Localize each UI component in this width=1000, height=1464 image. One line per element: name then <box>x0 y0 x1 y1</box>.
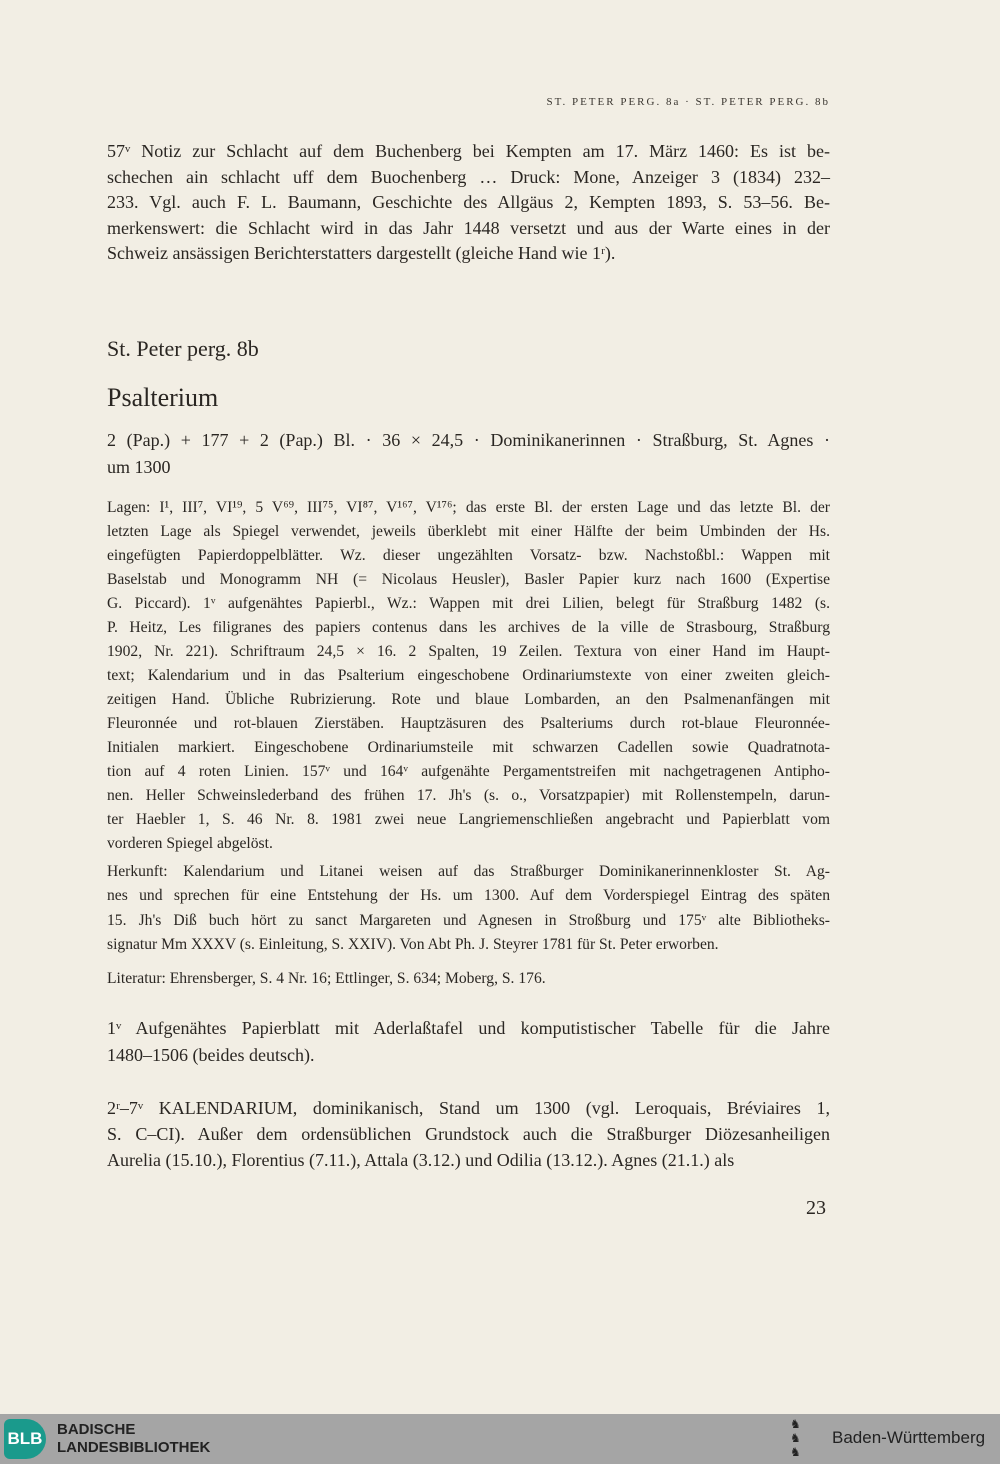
text-line: ter Haebler 1, S. 46 Nr. 8. 1981 zwei neue Langriemenschließen angebracht und Papierblatt vom <box>107 811 830 828</box>
literature-line: Literatur: Ehrensberger, S. 4 Nr. 16; Ettlinger, S. 634; Moberg, S. 176. <box>107 970 546 987</box>
text-line: Fleuronnée und rot-blauen Zierstäben. Hauptzäsuren des Psalteriums durch rot-blaue Fleuronnée- <box>107 715 830 732</box>
footer-bar <box>0 1414 1000 1464</box>
page-number: 23 <box>806 1197 826 1219</box>
text-line: text; Kalendarium und in das Psalterium eingeschobene Ordinariumstexte von einer zweiten gleich- <box>107 667 830 684</box>
bw-label[interactable]: Baden-Württemberg <box>832 1428 986 1447</box>
text-line: eingefügten Papierdoppelblätter. Wz. dieser ungezählten Vorsatz- bzw. Nachstoßbl.: Wappen mit <box>107 547 830 564</box>
text-line: um 1300 <box>107 457 171 477</box>
text-line: Baselstab und Monogramm NH (= Nicolaus Heusler), Basler Papier kurz nach 1600 (Expertise <box>107 571 830 588</box>
text-line: nen. Heller Schweinslederband des frühen 17. Jh's (s. o., Vorsatzpapier) mit Rollenstempeln, darun- <box>107 787 830 804</box>
text-line: 57ᵛ Notiz zur Schlacht auf dem Buchenberg bei Kempten am 17. März 1460: Es ist be- <box>107 141 830 161</box>
text-line: P. Heitz, Les filigranes des papiers contenus dans les archives de la ville de Strasbourg, Straßburg <box>107 619 830 636</box>
blb-name-line2: LANDESBIBLIOTHEK <box>57 1439 211 1456</box>
text-line: S. C–CI). Außer dem ordensüblichen Grundstock auch die Straßburger Diözesanheiligen <box>107 1124 830 1144</box>
text-line: G. Piccard). 1ᵛ aufgenähtes Papierbl., Wz.: Wappen mit drei Lilien, belegt für Straßburg 1482 (s. <box>107 595 830 612</box>
text-line: vorderen Spiegel abgelöst. <box>107 835 273 852</box>
text-line: 1902, Nr. 221). Schriftraum 24,5 × 16. 2 Spalten, 19 Zeilen. Textura von einer Hand im Haupt- <box>107 643 830 660</box>
text-line: schechen ain schlacht uff dem Buochenberg … Druck: Mone, Anzeiger 3 (1834) 232– <box>107 166 830 187</box>
text-line: 233. Vgl. auch F. L. Baumann, Geschichte des Allgäus 2, Kempten 1893, S. 53–56. Be- <box>107 192 830 212</box>
manuscript-title: Psalterium <box>107 383 219 412</box>
text-line: signatur Mm XXXV (s. Einleitung, S. XXIV). Von Abt Ph. J. Steyrer 1781 für St. Peter erworben. <box>107 935 719 953</box>
text-line: Herkunft: Kalendarium und Litanei weisen auf das Straßburger Dominikanerinnenkloster St. Ag- <box>107 863 830 880</box>
text-line: merkenswert: die Schlacht wird in das Jahr 1448 versetzt und aus der Warte eines in der <box>107 217 830 238</box>
text-line: letzten Lage als Spiegel verwendet, jeweils überklebt mit einer Hälfte der beim Umbinden der Hs. <box>107 523 830 540</box>
blb-logo-icon[interactable]: BLB <box>4 1419 46 1459</box>
text-line: zeitigen Hand. Übliche Rubrizierung. Rote und blaue Lombarden, an den Psalmenanfängen mit <box>107 691 830 708</box>
text-line: Lagen: I¹, III⁷, VI¹⁹, 5 V⁶⁹, III⁷⁵, VI⁸⁷, V¹⁶⁷, V¹⁷⁶; das erste Bl. der ersten Lage und das letzte Bl. der <box>107 499 830 516</box>
shelfmark-heading: St. Peter perg. 8b <box>107 336 259 361</box>
text-line: 2 (Pap.) + 177 + 2 (Pap.) Bl. · 36 × 24,5 · Dominikanerinnen · Straßburg, St. Agnes · <box>107 430 830 450</box>
text-line: Initialen markiert. Eingeschobene Ordinariumsteile mit schwarzen Cadellen sowie Quadratnota- <box>107 739 830 756</box>
text-line: Schweiz ansässigen Berichterstatters dargestellt (gleiche Hand wie 1ʳ). <box>107 243 616 263</box>
running-head: ST. PETER PERG. 8a · ST. PETER PERG. 8b <box>546 96 830 108</box>
text-line: 1ᵛ Aufgenähtes Papierblatt mit Aderlaßtafel und komputistischer Tabelle für die Jahre <box>107 1018 830 1038</box>
blb-name-line1: BADISCHE <box>57 1421 136 1438</box>
text-line: 2ʳ–7ᵛ KALENDARIUM, dominikanisch, Stand um 1300 (vgl. Leroquais, Bréviaires 1, <box>107 1098 830 1118</box>
text-line: nes und sprechen für eine Entstehung der Hs. um 1300. Auf dem Vorderspiegel Eintrag des späten <box>107 887 830 905</box>
text-line: Aurelia (15.10.), Florentius (7.11.), Attala (3.12.) und Odilia (13.12.). Agnes (21.1.) als <box>107 1150 735 1170</box>
text-line: 1480–1506 (beides deutsch). <box>107 1045 315 1065</box>
text-line: 15. Jh's Diß buch hört zu sanct Margareten und Agnesen in Stroßburg und 175ᵛ alte Bibliotheks- <box>107 911 830 929</box>
lions-coat-of-arms-icon: ♞ ♞ ♞ <box>790 1417 801 1459</box>
text-line: tion auf 4 roten Linien. 157ᵛ und 164ᵛ aufgenähte Pergamentstreifen mit nachgetragenen Antipho- <box>107 763 830 780</box>
